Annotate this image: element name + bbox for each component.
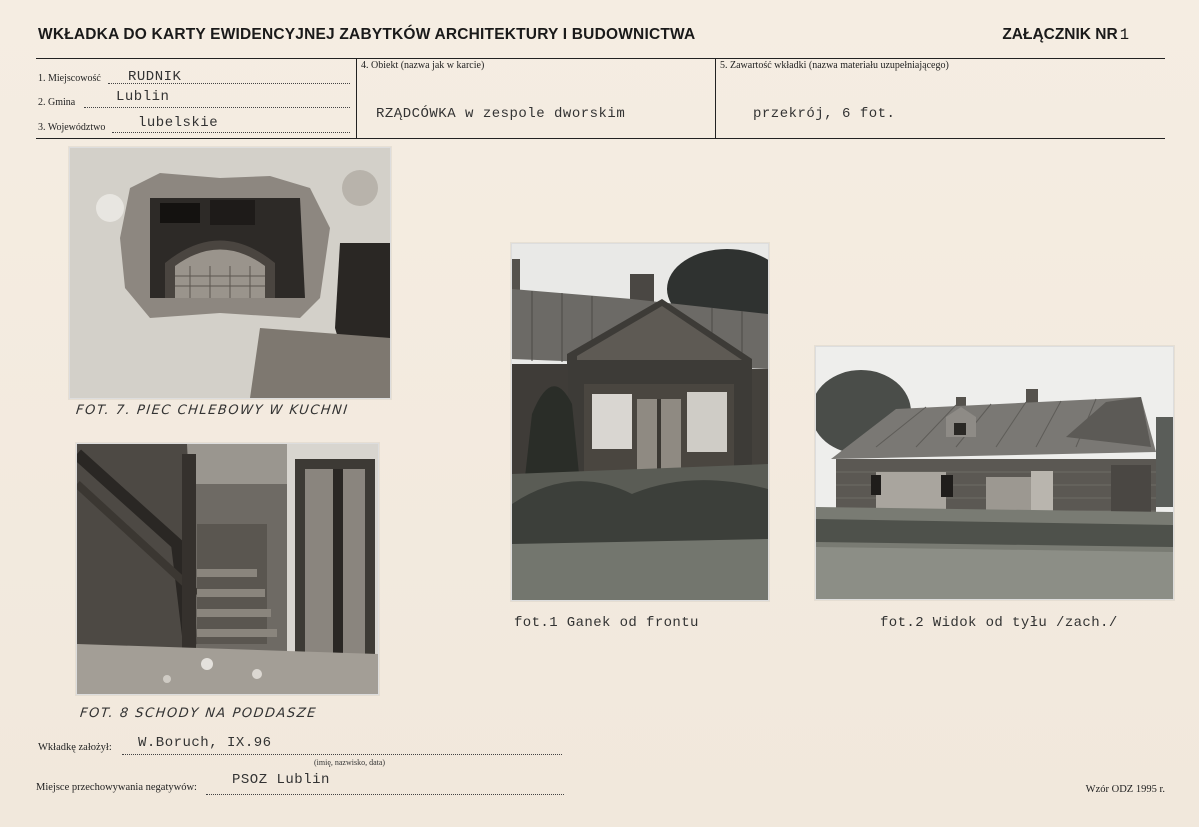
zalozyl-value: W.Boruch, IX.96	[138, 735, 272, 751]
column-divider-1	[356, 59, 357, 138]
caption-fot8: FOT. 8 SCHODY NA PODDASZE	[79, 706, 318, 721]
form-title: WKŁADKA DO KARTY EWIDENCYJNEJ ZABYTKÓW ARCHITEKTURY I BUDOWNICTWA	[38, 26, 696, 43]
gmina-value: Lublin	[116, 89, 170, 105]
zawartosc-label: 5. Zawartość wkładki (nazwa materiału uzupełniającego)	[720, 60, 949, 71]
wojewodztwo-value: lubelskie	[138, 115, 219, 131]
gmina-label: 2. Gmina	[38, 97, 76, 108]
zawartosc-value: przekrój, 6 fot.	[753, 106, 896, 122]
caption-fot1: fot.1 Ganek od frontu	[514, 615, 699, 631]
negatywy-label: Miejsce przechowywania negatywów:	[36, 782, 197, 793]
caption-fot2: fot.2 Widok od tyłu /zach./	[880, 615, 1118, 631]
column-divider-2	[715, 59, 716, 138]
table-bottom-rule	[36, 138, 1165, 139]
negatywy-value: PSOZ Lublin	[232, 772, 330, 788]
negatywy-line	[206, 794, 564, 795]
form-template-version: Wzór ODZ 1995 r.	[1085, 784, 1165, 795]
photo-stairs	[76, 443, 379, 695]
wojewodztwo-label: 3. Województwo	[38, 122, 106, 133]
photo-rear-view	[815, 346, 1174, 600]
photo-porch-front	[511, 243, 769, 601]
miejscowosc-value: RUDNIK	[128, 69, 182, 85]
obiekt-label: 4. Obiekt (nazwa jak w karcie)	[361, 60, 485, 71]
wojewodztwo-line	[112, 132, 350, 133]
zalozyl-label: Wkładkę założył:	[38, 742, 112, 753]
gmina-line	[84, 107, 350, 108]
attachment-value: 1	[1119, 26, 1129, 44]
miejscowosc-label: 1. Miejscowość	[38, 73, 101, 84]
attachment-label: ZAŁĄCZNIK NR	[1002, 26, 1118, 43]
photo-bread-oven	[69, 147, 391, 399]
zalozyl-hint: (imię, nazwisko, data)	[314, 758, 386, 767]
attachment-number	[1002, 26, 1129, 44]
zalozyl-line	[122, 754, 562, 755]
obiekt-value: RZĄDCÓWKA w zespole dworskim	[376, 106, 626, 122]
caption-fot7: FOT. 7. PIEC CHLEBOWY W KUCHNI	[75, 403, 350, 418]
table-top-rule	[36, 58, 1165, 59]
